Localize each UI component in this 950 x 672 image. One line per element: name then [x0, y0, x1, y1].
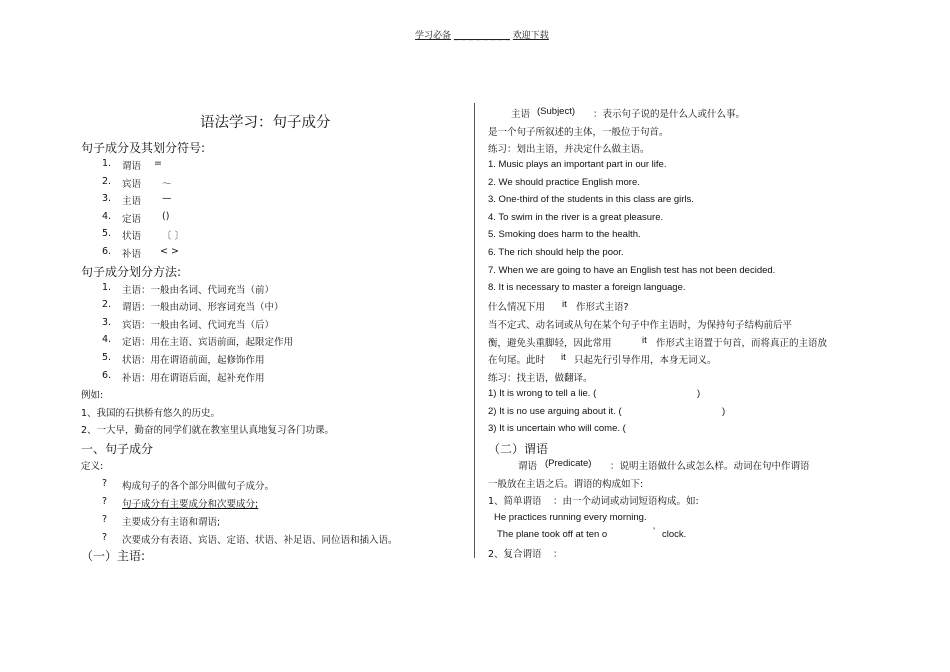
exercise-blank-end: ) — [697, 388, 701, 399]
simple-predicate-definition: ：由一个动词或动词短语构成。如: — [553, 496, 699, 507]
list-item-num: 2. — [102, 176, 112, 187]
example-sentence: 1、我国的石拱桥有悠久的历史。 — [81, 408, 221, 419]
exercise-blank-end: ) — [722, 406, 726, 417]
practice-sentence: 3. One-third of the students in this class are girls. — [488, 194, 694, 205]
section-methods-heading: 句子成分划分方法: — [81, 265, 182, 279]
list-item-num: 6. — [102, 246, 112, 257]
example-sentence: The plane took off at ten o — [497, 529, 608, 540]
list-item-name: 补语 — [122, 249, 142, 260]
column-divider — [474, 103, 475, 558]
subsection-predicate-heading: （二）谓语 — [488, 442, 549, 456]
paragraph-line: 一般放在主语之后。谓语的构成如下: — [488, 479, 644, 490]
predicate-english: (Predicate) — [545, 458, 592, 469]
paragraph-line: 作形式主语置于句首，而将真正的主语放 — [656, 338, 828, 349]
subject-definition: ：表示句子说的是什么人或什么事。 — [593, 109, 746, 120]
practice-sentence: 6. The rich should help the poor. — [488, 247, 624, 258]
header-left: 学习必备 — [415, 31, 452, 41]
header-right: 欢迎下载 — [512, 31, 549, 41]
list-item-symbol: — — [162, 193, 172, 204]
list-item-num: 4. — [102, 211, 112, 222]
subsection-subject-heading: （一）主语: — [81, 549, 146, 563]
practice-sentence: 7. When we are going to have an English test has not been decided. — [488, 265, 776, 276]
practice-sentence: 1. Music plays an important part in our life. — [488, 159, 667, 170]
list-item-num: 3. — [102, 193, 112, 204]
section-symbols-heading: 句子成分及其划分符号: — [81, 141, 206, 155]
paragraph-line: 当不定式、动名词或从句在某个句子中作主语时，为保持句子结构前后平 — [488, 320, 793, 331]
list-item-text: 谓语：一般由动词、形容词充当（中） — [122, 302, 284, 313]
list-item-text: 补语：用在谓语后面，起补充作用 — [122, 373, 265, 384]
list-item-num: 5. — [102, 228, 112, 239]
list-item-symbol: = — [154, 158, 162, 169]
subject-term: 主语 — [511, 109, 531, 120]
compound-predicate-colon: ： — [553, 549, 563, 560]
practice-sentence: 5. Smoking does harm to the health. — [488, 229, 641, 240]
list-item-text: 主要成分有主语和谓语; — [122, 517, 221, 528]
list-item-text: 主语：一般由名词、代词充当（前） — [122, 285, 275, 296]
practice-sentence: 8. It is necessary to master a foreign language. — [488, 282, 686, 293]
page-title: 语法学习：句子成分 — [200, 115, 331, 131]
example-apostrophe: ’ — [653, 526, 656, 537]
list-item-num: 6. — [102, 370, 112, 381]
paragraph-line: 只起先行引导作用，本身无词义。 — [574, 355, 717, 366]
simple-predicate-label: 1、简单谓语 — [488, 496, 542, 507]
predicate-definition: ：说明主语做什么或怎么样。动词在句中作谓语 — [610, 461, 810, 472]
it-question: 什么情况下用 — [488, 302, 546, 313]
predicate-term: 谓语 — [518, 461, 538, 472]
practice-heading: 练习：找主语，做翻译。 — [488, 373, 593, 384]
list-item-text: 状语：用在谓语前面，起修饰作用 — [122, 355, 265, 366]
section-components-heading: 一、句子成分 — [81, 442, 154, 456]
list-item-text: 次要成分有表语、宾语、定语、状语、补足语、同位语和插入语。 — [122, 535, 398, 546]
it-word: it — [561, 352, 566, 363]
exercise-item: 1) It is wrong to tell a lie. ( — [488, 388, 597, 399]
page-header — [415, 28, 549, 41]
list-item-name: 谓语 — [122, 161, 142, 172]
list-item-symbol: ～ — [162, 179, 172, 190]
paragraph-line: 在句尾。此时 — [488, 355, 546, 366]
list-item-num: 1. — [102, 282, 112, 293]
list-item-text: 构成句子的各个部分叫做句子成分。 — [122, 481, 275, 492]
list-item-num: 4. — [102, 334, 112, 345]
paragraph-line: 是一个句子所叙述的主体，一般位于句首。 — [488, 127, 669, 138]
it-word: it — [642, 335, 647, 346]
subject-english: (Subject) — [537, 106, 576, 117]
list-item-text: 句子成分有主要成分和次要成分; — [122, 499, 259, 510]
list-item-symbol: < > — [160, 246, 179, 257]
bullet-mark: ? — [102, 496, 108, 507]
practice-sentence: 4. To swim in the river is a great pleasure. — [488, 212, 664, 223]
example-label: 例如: — [81, 390, 104, 401]
list-item-name: 宾语 — [122, 179, 142, 190]
paragraph-line: 衡，避免头重脚轻，因此常用 — [488, 338, 612, 349]
list-item-text: 宾语：一般由名词、代词充当（后） — [122, 320, 275, 331]
header-dashes: _ _ _ _ _ _ _ _ — [453, 31, 510, 41]
example-sentence: 2、一大早，勤奋的同学们就在教室里认真地复习各门功课。 — [81, 425, 335, 436]
list-item-symbol: 〔 〕 — [162, 231, 185, 242]
bullet-mark: ? — [102, 514, 108, 525]
exercise-item: 2) It is no use arguing about it. ( — [488, 406, 622, 417]
definition-label: 定义: — [81, 461, 104, 472]
example-sentence: He practices running every morning. — [494, 512, 647, 523]
practice-sentence: 2. We should practice English more. — [488, 177, 640, 188]
bullet-mark: ? — [102, 532, 108, 543]
compound-predicate-label: 2、复合谓语 — [488, 549, 542, 560]
list-item-symbol: () — [162, 211, 170, 222]
it-question: 作形式主语? — [576, 302, 629, 313]
list-item-text: 定语：用在主语、宾语前面，起限定作用 — [122, 337, 294, 348]
it-word: it — [562, 299, 567, 310]
bullet-mark: ? — [102, 478, 108, 489]
list-item-name: 主语 — [122, 196, 142, 207]
exercise-item: 3) It is uncertain who will come. ( — [488, 423, 626, 434]
example-sentence: clock. — [662, 529, 687, 540]
practice-heading: 练习：划出主语，并决定什么做主语。 — [488, 144, 650, 155]
list-item-num: 2. — [102, 299, 112, 310]
list-item-name: 定语 — [122, 214, 142, 225]
list-item-num: 1. — [102, 158, 112, 169]
list-item-name: 状语 — [122, 231, 142, 242]
list-item-num: 3. — [102, 317, 112, 328]
list-item-num: 5. — [102, 352, 112, 363]
